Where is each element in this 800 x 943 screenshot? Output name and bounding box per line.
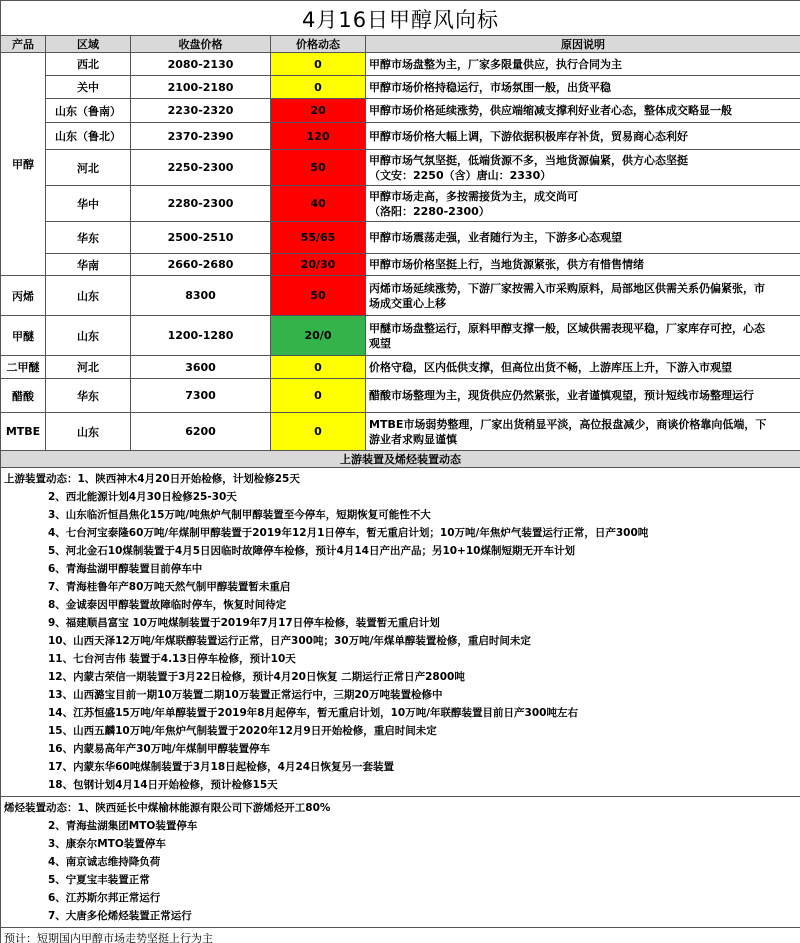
region-cell: 河北 <box>46 356 131 379</box>
list-item: 1、陕西延长中煤榆林能源有限公司下游烯烃开工80% <box>77 802 331 814</box>
product-name: 甲醚 <box>1 316 46 356</box>
change-cell: 0 <box>271 53 366 76</box>
price-cell: 2230-2320 <box>131 99 271 123</box>
list-item: 15、山西五麟10万吨/年焦炉气制装置于2020年12月9日开始检修，重启时间未定 <box>48 725 437 737</box>
change-cell: 40 <box>271 186 366 222</box>
reason-line: 游业者求购显谨慎 <box>369 432 457 446</box>
table-row <box>1 413 800 451</box>
list-item: 18、包钢计划4月14日开始检修，预计检修15天 <box>48 779 278 791</box>
change-cell: 0 <box>271 356 366 379</box>
reason-line: 甲醇市场盘整为主，厂家多限量供应，执行合同为主 <box>369 57 622 71</box>
reason-cell <box>366 379 800 413</box>
price-cell: 7300 <box>131 379 271 413</box>
region-cell: 山东（鲁北） <box>46 123 131 150</box>
reason-cell <box>366 276 800 316</box>
reason-line: 甲醇市场价格延续涨势，供应端缩减支撑利好业者心态，整体成交略显一般 <box>369 104 732 117</box>
reason-line: 甲醇市场气氛坚挺，低端货源不多，当地货源偏紧，供方心态坚挺 <box>369 153 688 167</box>
forecast-note: 预计：短期国内甲醇市场走势坚挺上行为主 <box>1 928 800 943</box>
reason-cell <box>366 222 800 254</box>
list-item: 16、内蒙易高年产30万吨/年煤制甲醇装置停车 <box>48 743 271 755</box>
price-cell: 2280-2300 <box>131 186 271 222</box>
page-title: 4月16日甲醇风向标 <box>1 1 800 36</box>
table-row <box>1 379 800 413</box>
reason-cell <box>366 99 800 123</box>
list-item: 1、陕西神木4月20日开始检修，计划检修25天 <box>77 473 300 485</box>
table-row <box>1 222 800 254</box>
list-item: 17、内蒙东华60吨煤制装置于3月18日起检修，4月24日恢复另一套装置 <box>48 761 395 773</box>
reason-line: 甲醇市场价格坚挺上行，当地货源紧张，供方有惜售情绪 <box>369 258 644 271</box>
price-cell: 2100-2180 <box>131 76 271 99</box>
list-item: 8、金诚泰因甲醇装置故障临时停车，恢复时间待定 <box>48 599 287 611</box>
reason-cell <box>366 356 800 379</box>
upstream-label: 上游装置动态： <box>4 473 78 485</box>
list-item: 13、山西潞宝目前一期10万装置二期10万装置正常运行中，三期20万吨装置检修中 <box>48 689 443 701</box>
product-name: 丙烯 <box>1 276 46 316</box>
table-row <box>1 276 800 316</box>
section-title: 上游装置及烯烃装置动态 <box>1 451 800 468</box>
table-row <box>1 99 800 123</box>
list-item: 14、江苏恒盛15万吨/年单醇装置于2019年8月起停车，暂无重启计划，10万吨/年联醇装置目前日产300吨左右 <box>48 707 578 719</box>
product-name: 甲醇 <box>1 53 46 276</box>
price-cell: 2370-2390 <box>131 123 271 150</box>
list-item: 5、河北金石10煤制装置于4月5日因临时故障停车检修，预计4月14日产出产品；另10+10煤制短期无开车计划 <box>48 545 575 557</box>
reason-cell <box>366 53 800 76</box>
list-item: 7、青海桂鲁年产80万吨天然气制甲醇装置暂未重启 <box>48 581 291 593</box>
region-cell: 山东 <box>46 316 131 356</box>
reason-cell <box>366 123 800 150</box>
change-cell: 20/0 <box>271 316 366 356</box>
price-cell: 1200-1280 <box>131 316 271 356</box>
region-cell: 华中 <box>46 186 131 222</box>
reason-cell <box>366 76 800 99</box>
region-cell: 山东 <box>46 276 131 316</box>
reason-line: 场成交重心上移 <box>369 296 446 310</box>
reason-line: MTBE市场弱势整理，厂家出货稍显平淡，高位报盘减少，商谈价格靠向低端，下 <box>369 417 767 431</box>
region-cell: 关中 <box>46 76 131 99</box>
region-cell: 华东 <box>46 379 131 413</box>
reason-line: 醋酸市场整理为主，现货供应仍然紧张，业者谨慎观望，预计短线市场整理运行 <box>369 389 754 402</box>
reason-line: 价格守稳，区内低供支撑，但高位出货不畅，上游库压上升，下游入市观望 <box>369 360 732 374</box>
change-cell: 120 <box>271 123 366 150</box>
list-item: 7、大唐多伦烯烃装置正常运行 <box>48 910 192 922</box>
list-item: 11、七台河吉伟 装置于4.13日停车检修，预计10天 <box>48 653 296 665</box>
list-item: 6、青海盐湖甲醇装置目前停车中 <box>48 563 203 575</box>
region-cell: 山东（鲁南） <box>46 99 131 123</box>
region-cell: 山东 <box>46 413 131 451</box>
region-cell: 华东 <box>46 222 131 254</box>
table-row <box>1 186 800 222</box>
reason-line: 甲醚市场盘整运行，原料甲醇支撑一般，区域供需表现平稳，厂家库存可控，心态 <box>369 321 765 335</box>
product-name: 二甲醚 <box>1 356 46 379</box>
list-item: 3、康奈尔MTO装置停车 <box>48 838 166 850</box>
list-item: 4、七台河宝泰隆60万吨/年煤制甲醇装置于2019年12月1日停车，暂无重启计划；10万吨/年焦炉气装置运行正常，日产300吨 <box>48 527 649 539</box>
olefin-label: 烯烃装置动态： <box>4 802 78 814</box>
list-item: 9、福建顺昌富宝 10万吨煤制装置于2019年7月17日停车检修，装置暂无重启计划 <box>48 617 440 629</box>
reason-line: 观望 <box>369 336 391 350</box>
region-cell: 河北 <box>46 150 131 186</box>
list-item: 2、西北能源计划4月30日检修25-30天 <box>48 491 237 503</box>
list-item: 2、青海盐湖集团MTO装置停车 <box>48 820 198 832</box>
upstream-first-line <box>4 470 800 488</box>
header-product: 产品 <box>1 36 46 53</box>
reason-line: 甲醇市场震荡走强，业者随行为主，下游多心态观望 <box>369 231 622 244</box>
reason-line: 甲醇市场价格持稳运行，市场氛围一般，出货平稳 <box>369 80 611 94</box>
table-row <box>1 316 800 356</box>
table-row <box>1 356 800 379</box>
change-cell: 0 <box>271 379 366 413</box>
reason-cell <box>366 413 800 451</box>
table-header <box>1 36 800 53</box>
reason-line: （文安：2250（含）唐山：2330） <box>369 168 552 182</box>
change-cell: 0 <box>271 413 366 451</box>
list-item: 5、宁夏宝丰装置正常 <box>48 874 150 886</box>
header-reason: 原因说明 <box>366 36 800 53</box>
header-change: 价格动态 <box>271 36 366 53</box>
table-row <box>1 76 800 99</box>
product-name: 醋酸 <box>1 379 46 413</box>
reason-line: 丙烯市场延续涨势，下游厂家按需入市采购原料，局部地区供需关系仍偏紧张，市 <box>369 281 765 295</box>
upstream-block <box>1 468 800 797</box>
olefin-block <box>1 797 800 928</box>
reason-line: 甲醇市场走高，多按需接货为主，成交尚可 <box>369 189 578 203</box>
change-cell: 20 <box>271 99 366 123</box>
table-row <box>1 150 800 186</box>
list-item: 6、江苏斯尔邦正常运行 <box>48 892 161 904</box>
list-item: 12、内蒙古荣信一期装置于3月22日检修，预计4月20日恢复 二期运行正常日产2800吨 <box>48 671 465 683</box>
price-cell: 2660-2680 <box>131 254 271 276</box>
change-cell: 50 <box>271 276 366 316</box>
header-region: 区域 <box>46 36 131 53</box>
olefin-first-line <box>4 799 800 817</box>
list-item: 10、山西天泽12万吨/年煤联醇装置运行正常，日产300吨；30万吨/年煤单醇装置检修，重启时间未定 <box>48 635 531 647</box>
price-cell: 2080-2130 <box>131 53 271 76</box>
list-item: 3、山东临沂恒昌焦化15万吨/吨焦炉气制甲醇装置至今停车，短期恢复可能性不大 <box>48 509 431 521</box>
table-row <box>1 254 800 276</box>
list-item: 4、南京诚志维持降负荷 <box>48 856 161 868</box>
reason-line: （洛阳：2280-2300） <box>369 204 490 218</box>
change-cell: 0 <box>271 76 366 99</box>
region-cell: 西北 <box>46 53 131 76</box>
price-cell: 2250-2300 <box>131 150 271 186</box>
product-name: MTBE <box>1 413 46 451</box>
region-cell: 华南 <box>46 254 131 276</box>
change-cell: 50 <box>271 150 366 186</box>
change-cell: 20/30 <box>271 254 366 276</box>
price-cell: 3600 <box>131 356 271 379</box>
price-cell: 2500-2510 <box>131 222 271 254</box>
price-cell: 6200 <box>131 413 271 451</box>
header-price: 收盘价格 <box>131 36 271 53</box>
reason-line: 甲醇市场价格大幅上调，下游依据积极库存补货，贸易商心态利好 <box>369 129 688 143</box>
reason-cell <box>366 254 800 276</box>
table-row <box>1 123 800 150</box>
reason-cell <box>366 316 800 356</box>
reason-cell <box>366 186 800 222</box>
reason-cell <box>366 150 800 186</box>
price-cell: 8300 <box>131 276 271 316</box>
table-row <box>1 53 800 76</box>
change-cell: 55/65 <box>271 222 366 254</box>
